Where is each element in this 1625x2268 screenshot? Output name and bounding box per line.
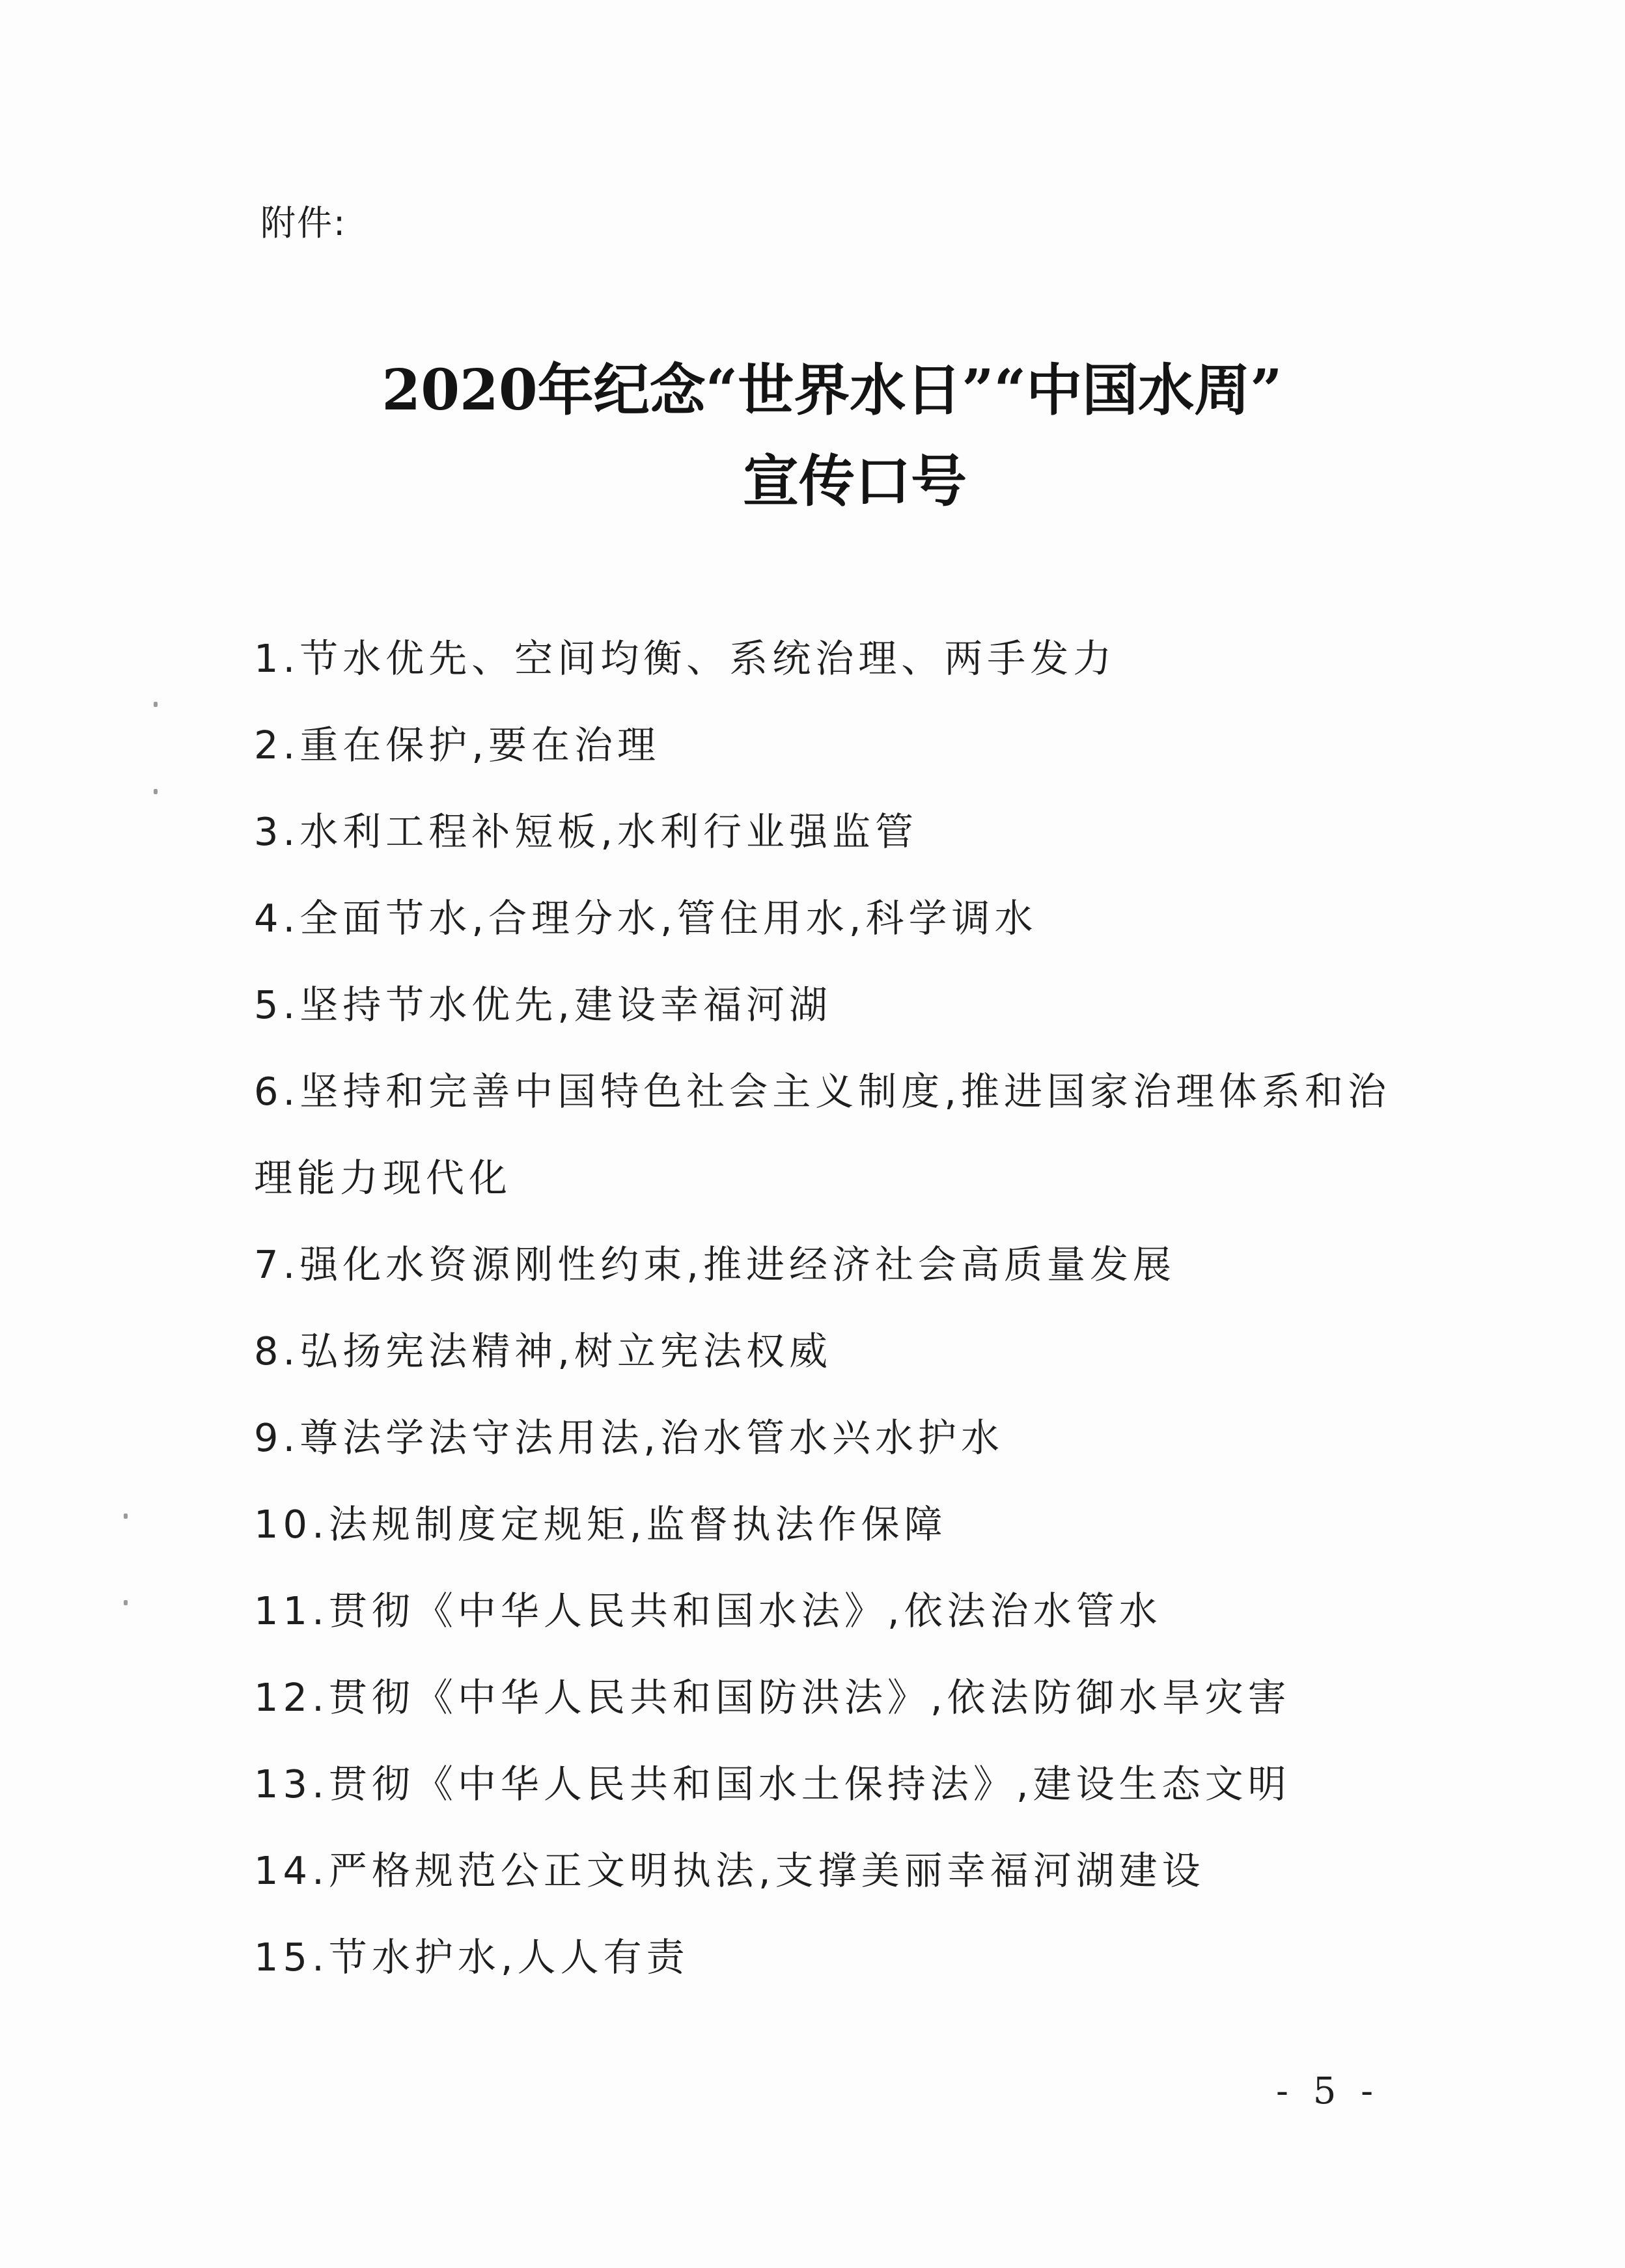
slogan-item: 9.尊法学法守法用法,治水管水兴水护水 [254, 1415, 1005, 1460]
slogan-item: 4.全面节水,合理分水,管住用水,科学调水 [254, 896, 1038, 941]
slogan-item: 6.坚持和完善中国特色社会主义制度,推进国家治理体系和治理能力现代化 [254, 1069, 1391, 1200]
title-line-1: 2020年纪念“世界水日”“中国水周” [382, 357, 1283, 423]
slogan-item: 10.法规制度定规矩,监督执法作保障 [254, 1502, 947, 1547]
slogan-item: 8.弘扬宪法精神,树立宪法权威 [254, 1329, 833, 1374]
scan-artifact [124, 1600, 128, 1605]
slogan-item: 3.水利工程补短板,水利行业强监管 [254, 809, 919, 854]
page-number: - 5 - [1276, 2070, 1380, 2112]
slogan-item: 5.坚持节水优先,建设幸福河湖 [254, 982, 833, 1027]
slogan-item: 14.严格规范公正文明执法,支撑美丽幸福河湖建设 [254, 1848, 1205, 1893]
slogan-item: 1.节水优先、空间均衡、系统治理、两手发力 [254, 636, 1117, 681]
scan-artifact [124, 1514, 128, 1519]
slogan-item: 12.贯彻《中华人民共和国防洪法》,依法防御水旱灾害 [254, 1675, 1291, 1720]
scan-artifact [154, 789, 158, 794]
document-title [0, 345, 1625, 527]
slogan-item: 11.贯彻《中华人民共和国水法》,依法治水管水 [254, 1588, 1162, 1633]
slogan-list [254, 615, 1400, 2000]
slogan-item: 13.贯彻《中华人民共和国水土保持法》,建设生态文明 [254, 1762, 1291, 1806]
slogan-item: 7.强化水资源刚性约束,推进经济社会高质量发展 [254, 1242, 1176, 1287]
attachment-label: 附件: [260, 202, 347, 243]
slogan-item: 2.重在保护,要在治理 [254, 723, 661, 768]
scan-artifact [154, 702, 158, 707]
title-line-2: 宣传口号 [743, 449, 967, 514]
slogan-item: 15.节水护水,人人有责 [254, 1935, 689, 1980]
